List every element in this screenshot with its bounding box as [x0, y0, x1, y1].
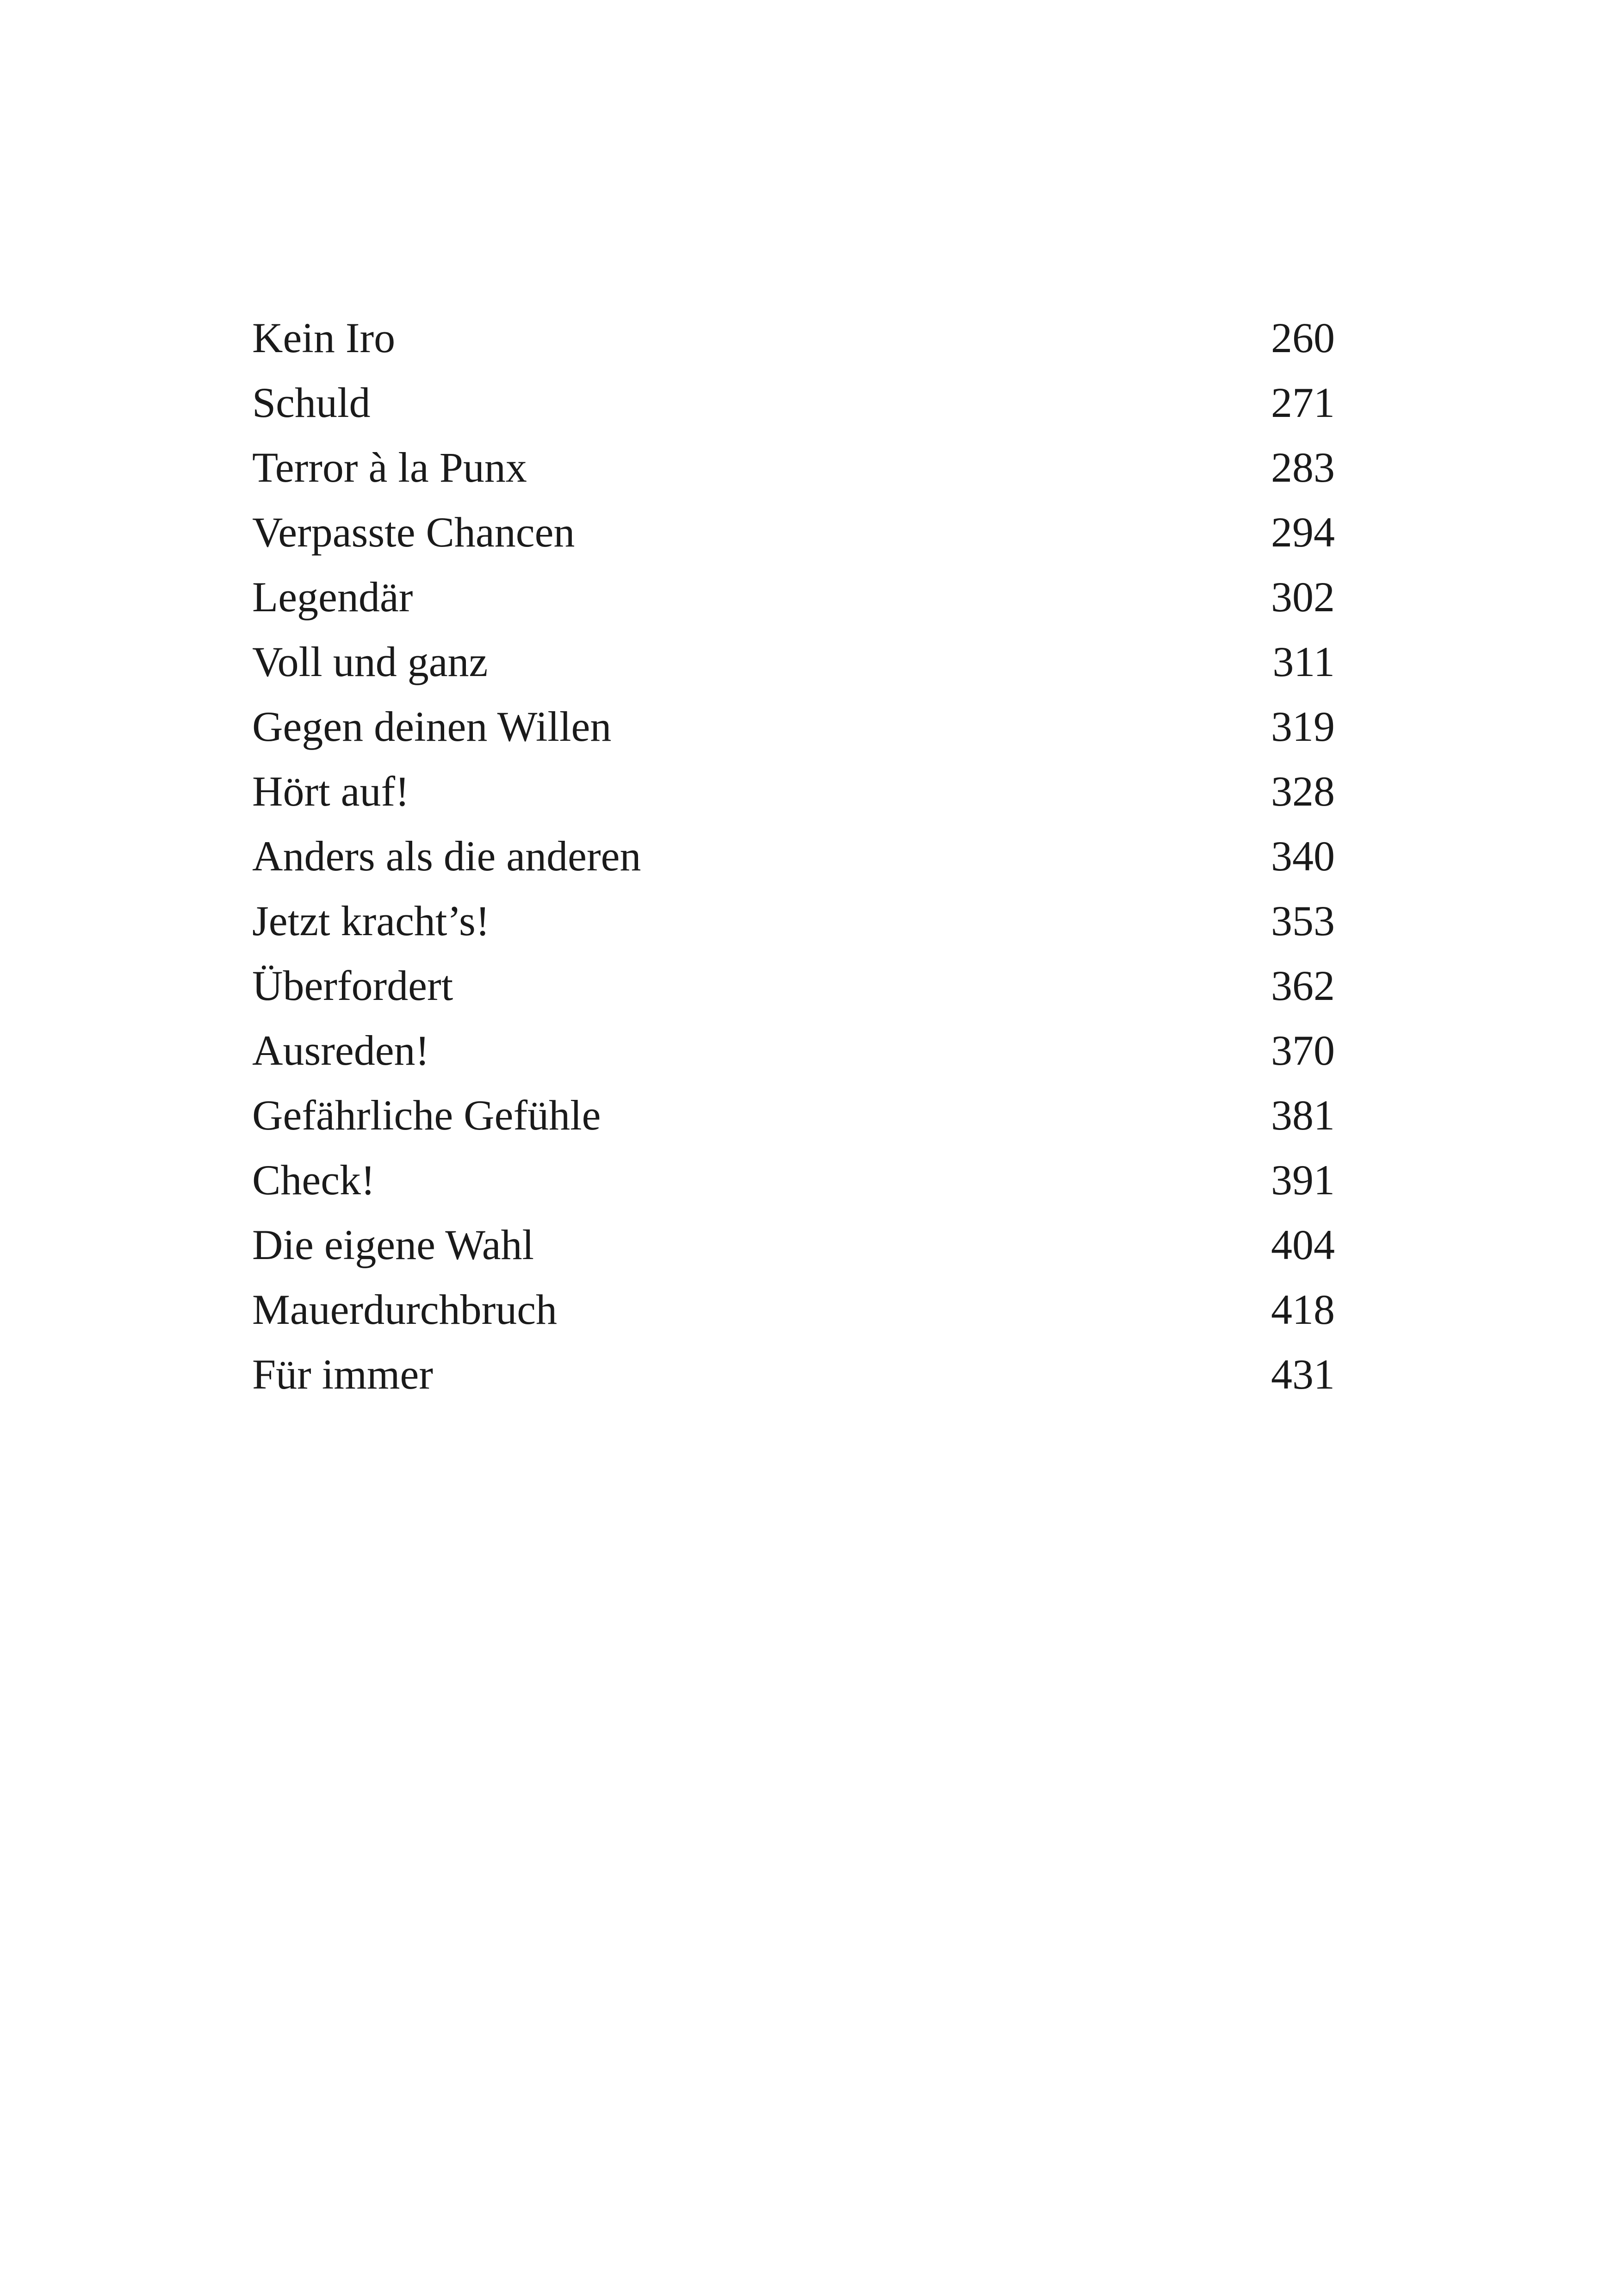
toc-entry-title: Die eigene Wahl: [252, 1221, 534, 1268]
table-of-contents: [252, 305, 1335, 1407]
toc-entry-page: 328: [1271, 768, 1335, 815]
toc-entry: [252, 1148, 1335, 1212]
toc-entry: [252, 435, 1335, 500]
toc-entry-title: Verpasste Chancen: [252, 509, 575, 556]
toc-entry-page: 370: [1271, 1027, 1335, 1074]
toc-entry-page: 260: [1271, 314, 1335, 361]
toc-entry-title: Überfordert: [252, 962, 453, 1009]
toc-entry-title: Anders als die anderen: [252, 832, 641, 880]
toc-entry-title: Check!: [252, 1156, 375, 1204]
toc-entry-title: Kein Iro: [252, 314, 396, 361]
toc-entry: [252, 694, 1335, 759]
toc-entry-title: Ausreden!: [252, 1027, 430, 1074]
toc-entry-title: Jetzt kracht’s!: [252, 897, 490, 944]
toc-entry-page: 294: [1271, 509, 1335, 556]
toc-entry-title: Für immer: [252, 1351, 433, 1398]
toc-entry: [252, 824, 1335, 888]
toc-entry-page: 271: [1271, 379, 1335, 426]
toc-entry-page: 381: [1271, 1092, 1335, 1139]
toc-entry: [252, 370, 1335, 435]
toc-entry-page: 340: [1271, 832, 1335, 880]
toc-entry: [252, 1277, 1335, 1342]
toc-entry: [252, 500, 1335, 565]
toc-entry-page: 391: [1271, 1156, 1335, 1204]
toc-entry: [252, 1342, 1335, 1407]
toc-entry: [252, 888, 1335, 953]
toc-entry: [252, 629, 1335, 694]
toc-entry-page: 431: [1271, 1351, 1335, 1398]
toc-entry-title: Mauerdurchbruch: [252, 1286, 558, 1333]
toc-entry-page: 283: [1271, 444, 1335, 491]
toc-entry-title: Gegen deinen Willen: [252, 703, 612, 750]
toc-entry-page: 404: [1271, 1221, 1335, 1268]
toc-entry: [252, 1212, 1335, 1277]
toc-entry: [252, 953, 1335, 1018]
toc-entry-title: Legendär: [252, 573, 413, 621]
toc-entry-title: Gefährliche Gefühle: [252, 1092, 601, 1139]
toc-entry: [252, 1083, 1335, 1148]
toc-entry-title: Hört auf!: [252, 768, 409, 815]
toc-entry-title: Terror à la Punx: [252, 444, 527, 491]
toc-entry: [252, 565, 1335, 629]
toc-entry-page: 319: [1271, 703, 1335, 750]
toc-entry-page: 302: [1271, 573, 1335, 621]
toc-entry-page: 362: [1271, 962, 1335, 1009]
toc-entry-page: 418: [1271, 1286, 1335, 1333]
toc-entry-page: 311: [1272, 638, 1335, 685]
toc-entry-title: Voll und ganz: [252, 638, 488, 685]
toc-entry-page: 353: [1271, 897, 1335, 944]
toc-entry: [252, 1018, 1335, 1083]
toc-entry: [252, 305, 1335, 370]
toc-entry: [252, 759, 1335, 824]
toc-entry-title: Schuld: [252, 379, 371, 426]
